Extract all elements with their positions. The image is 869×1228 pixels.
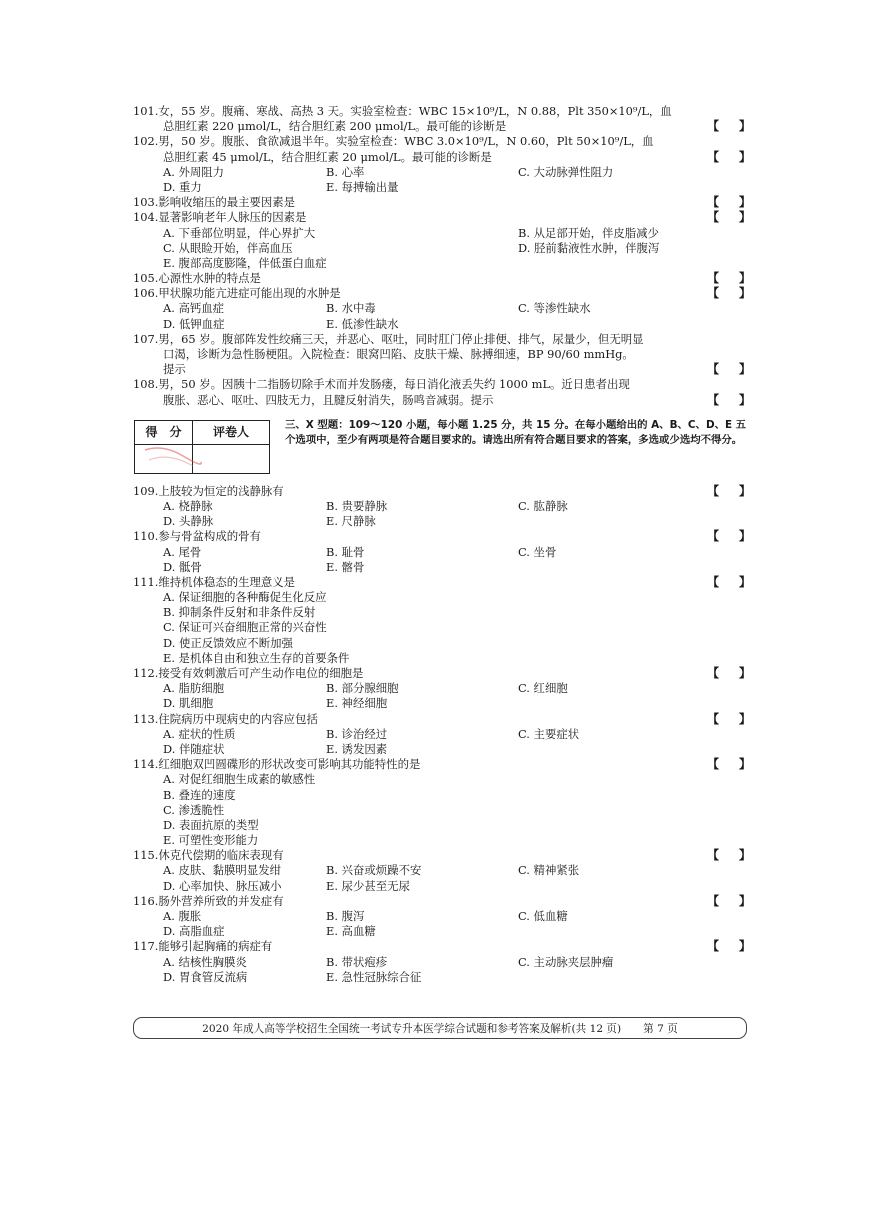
question-text: 112.接受有效刺激后可产生动作电位的细胞是 [133,666,364,680]
option: B. 叠连的速度 [163,787,236,802]
option: D. 胫前黏液性水肿，伴腹泻 [518,240,660,255]
option: A. 腹胀 [163,909,202,923]
option: E. 可塑性变形能力 [163,833,259,848]
questions-part-x [133,484,751,985]
option-row [133,514,751,529]
option: D. 使正反馈效应不断加强 [163,635,293,650]
option-row [133,909,751,924]
bracket-close: 】 [738,848,751,863]
option: E. 急性冠脉综合征 [326,969,422,984]
option: D. 重力 [163,179,202,194]
page-footer [133,1017,747,1039]
option: B. 耻骨 [326,544,365,559]
question-continuation: 腹胀、恶心、呕吐、四肢无力，且腱反射消失，肠鸣音减弱。提示 [163,392,494,407]
option: A. 脂肪细胞 [163,681,225,696]
option-row [133,636,751,651]
question-text: 103.影响收缩压的最主要因素是 [133,195,296,210]
option-row [133,651,751,666]
score-label: 得 分 [135,421,193,445]
option: C. 主要症状 [518,726,580,741]
option: A. 症状的性质 [163,726,236,741]
question-text: 117.能够引起胸痛的病症有 [133,939,273,954]
option-row [133,180,751,195]
option: E. 是机体自由和独立生存的首要条件 [163,650,350,665]
answer-bracket [707,150,751,165]
question-line [133,939,751,954]
option-row [133,772,751,787]
question-line [133,271,751,286]
question-item [133,757,751,848]
option: C. 低血糖 [518,909,568,923]
question-line [133,104,751,119]
answer-bracket [707,712,751,727]
bracket-close: 】 [738,271,751,286]
option: A. 高钙血症 [163,301,225,316]
option: C. 红细胞 [518,681,568,696]
bracket-close: 】 [738,149,751,164]
option: B. 心率 [326,164,365,179]
question-continuation: 提示 [163,362,186,377]
question-item [133,286,751,332]
option-row [133,833,751,848]
bracket-close: 】 [738,483,751,498]
question-text: 107.男，65 岁。腹部阵发性绞痛三天，并恶心、呕吐，同时肛门停止排便、排气，尿量少，但无明显 [133,331,644,346]
option-row [133,545,751,560]
option: B. 贵要静脉 [326,498,388,513]
option-row [133,863,751,878]
bracket-open: 【 [707,666,720,680]
bracket-open: 【 [707,939,720,954]
bracket-close: 】 [738,574,751,589]
bracket-close: 】 [738,939,751,954]
option-row [133,620,751,635]
option-row [133,818,751,833]
option-row [133,590,751,605]
option-row [133,788,751,803]
option: A. 对促红细胞生成素的敏感性 [163,772,316,787]
question-item [133,939,751,985]
section-x-instructions: 三、X 型题：109～120 小题，每小题 1.25 分，共 15 分。在每小题给出的 A、B、C、D、E 五个选项中，至少有两项是符合题目要求的。请选出所有符合题目要求的答案，多选或少选均不得分。 [285,418,747,447]
question-text: 106.甲状腺功能亢进症可能出现的水肿是 [133,286,341,301]
question-item [133,104,751,134]
question-line [133,894,751,909]
answer-bracket [707,393,751,408]
question-line [133,286,751,301]
option-row [133,696,751,711]
question-item [133,575,751,666]
option-row [133,727,751,742]
question-item [133,271,751,286]
bracket-close: 】 [738,210,751,225]
bracket-close: 】 [738,119,751,134]
option: D. 高脂血症 [163,924,225,939]
question-item [133,529,751,575]
bracket-open: 【 [707,848,720,863]
question-item [133,712,751,758]
grader-cell [193,445,269,473]
question-text: 101.女，55 岁。腹痛、寒战、高热 3 天。实验室检查：WBC 15×10⁹/L，N 0.88，Plt 350×10⁹/L，血 [133,104,672,118]
option-row [133,879,751,894]
option: D. 肌细胞 [163,696,214,711]
question-text: 115.休克代偿期的临床表现有 [133,848,284,863]
question-text: 114.红细胞双凹圆碟形的形状改变可影响其功能特性的是 [133,757,421,772]
question-item [133,848,751,894]
bracket-open: 【 [707,574,720,589]
option: E. 每搏输出量 [326,179,399,194]
question-item [133,484,751,530]
option-row [133,499,751,514]
answer-bracket [707,484,751,499]
red-stamp-mark [143,442,203,470]
questions-part-a [133,104,751,408]
question-line [133,757,751,772]
answer-bracket [707,210,751,225]
bracket-open: 【 [707,757,720,772]
question-continuation: 总胆红素 45 μmol/L，结合胆红素 20 μmol/L。最可能的诊断是 [163,149,492,164]
question-line [133,347,751,362]
question-line [133,848,751,863]
option: B. 从足部开始，伴皮脂减少 [518,225,659,240]
option-row [133,955,751,970]
question-continuation: 总胆红素 220 μmol/L，结合胆红素 200 μmol/L。最可能的诊断是 [163,119,507,134]
question-text: 109.上肢较为恒定的浅静脉有 [133,483,284,498]
question-line [133,377,751,392]
bracket-open: 【 [707,392,720,407]
option-row [133,803,751,818]
question-line [133,529,751,544]
option: A. 皮肤、黏膜明显发绀 [163,863,281,878]
bracket-close: 】 [738,529,751,544]
bracket-open: 【 [707,362,720,377]
bracket-close: 】 [738,757,751,772]
question-text: 108.男，50 岁。因胰十二指肠切除手术而并发肠瘘，每日消化液丢失约 1000 mL。近日患者出现 [133,377,630,392]
question-line [133,119,751,134]
bracket-close: 】 [738,392,751,407]
question-item [133,195,751,210]
question-line [133,362,751,377]
option-row [133,924,751,939]
option: D. 表面抗原的类型 [163,817,259,832]
question-item [133,377,751,407]
bracket-close: 】 [738,362,751,377]
section-x-header [133,416,751,478]
bracket-open: 【 [707,529,720,544]
question-line [133,575,751,590]
bracket-open: 【 [707,893,720,908]
option: E. 尿少甚至无尿 [326,878,410,893]
bracket-close: 】 [738,893,751,908]
answer-bracket [707,119,751,134]
option: D. 骶骨 [163,559,202,574]
question-text: 113.住院病历中现病史的内容应包括 [133,711,318,726]
bracket-open: 【 [707,149,720,164]
answer-bracket [707,894,751,909]
option: B. 抑制条件反射和非条件反射 [163,605,316,620]
option: E. 低渗性缺水 [326,316,399,331]
option: A. 保证细胞的各种酶促生化反应 [163,590,327,605]
option: D. 低钾血症 [163,316,225,331]
bracket-close: 】 [738,195,751,210]
bracket-open: 【 [707,483,720,498]
option: B. 部分腺细胞 [326,681,399,696]
bracket-close: 】 [738,666,751,680]
option: D. 心率加快、脉压减小 [163,878,282,893]
bracket-open: 【 [707,210,720,225]
question-text: 102.男，50 岁。腹胀、食欲减退半年。实验室检查：WBC 3.0×10⁹/L，N 0.60，Plt 50×10⁹/L，血 [133,134,654,149]
option: D. 伴随症状 [163,741,225,756]
answer-bracket [707,195,751,210]
answer-bracket [707,271,751,286]
question-line [133,134,751,149]
option: A. 结核性胸膜炎 [163,954,247,969]
option: C. 大动脉弹性阻力 [518,164,614,179]
option-row [133,317,751,332]
question-text: 105.心源性水肿的特点是 [133,271,261,286]
option: A. 尾骨 [163,544,202,559]
question-item [133,134,751,195]
bracket-open: 【 [707,286,720,301]
question-text: 116.肠外营养所致的并发症有 [133,893,284,908]
answer-bracket [707,529,751,544]
option: E. 髂骨 [326,559,365,574]
bracket-open: 【 [707,195,720,210]
option: D. 头静脉 [163,514,214,529]
option: B. 带状疱疹 [326,954,388,969]
grader-label: 评卷人 [193,421,269,445]
option-row [133,301,751,316]
bracket-close: 】 [738,286,751,301]
exam-page [133,104,751,985]
question-text: 111.维持机体稳态的生理意义是 [133,574,296,589]
footer-title: 2020 年成人高等学校招生全国统一考试专升本医学综合试题和参考答案及解析(共 12 页) [202,1022,622,1035]
bracket-open: 【 [707,271,720,286]
option: B. 腹泻 [326,909,365,923]
question-item [133,666,751,712]
question-line [133,210,751,225]
option-row [133,681,751,696]
option: C. 坐骨 [518,544,557,559]
option-row [133,970,751,985]
bracket-close: 】 [738,711,751,726]
question-item [133,332,751,378]
bracket-open: 【 [707,119,720,134]
option: C. 等渗性缺水 [518,301,591,316]
option: C. 从眼睑开始，伴高血压 [163,240,293,255]
option: A. 外周阻力 [163,164,225,179]
option: B. 诊治经过 [326,726,388,741]
option-row [133,560,751,575]
answer-bracket [707,575,751,590]
option-row [133,605,751,620]
option: B. 水中毒 [326,301,376,316]
option: C. 精神紧张 [518,863,580,878]
question-item [133,210,751,271]
answer-bracket [707,848,751,863]
option: E. 腹部高度膨隆，伴低蛋白血症 [163,255,327,270]
question-line [133,666,751,681]
option: C. 保证可兴奋细胞正常的兴奋性 [163,620,327,635]
option: C. 肱静脉 [518,498,568,513]
answer-bracket [707,666,751,681]
answer-bracket [707,757,751,772]
answer-bracket [707,362,751,377]
bracket-open: 【 [707,711,720,726]
option: A. 下垂部位明显，伴心界扩大 [163,225,316,240]
question-line [133,484,751,499]
question-line [133,393,751,408]
option: E. 神经细胞 [326,696,388,711]
option: E. 高血糖 [326,924,376,939]
option-row [133,256,751,271]
option-row [133,742,751,757]
option: E. 尺静脉 [326,514,376,529]
question-item [133,894,751,940]
option-row [133,226,751,241]
answer-bracket [707,939,751,954]
option-row [133,165,751,180]
option: D. 胃食管反流病 [163,969,248,984]
option: A. 桡静脉 [163,498,213,513]
option-row [133,241,751,256]
question-line [133,332,751,347]
question-line [133,195,751,210]
footer-page-number: 第 7 页 [643,1022,678,1035]
question-text: 104.显著影响老年人脉压的因素是 [133,210,307,225]
option: E. 诱发因素 [326,741,388,756]
option: C. 主动脉夹层肿瘤 [518,954,614,969]
question-line [133,712,751,727]
question-text: 110.参与骨盆构成的骨有 [133,529,261,544]
answer-bracket [707,286,751,301]
question-continuation: 口渴，诊断为急性肠梗阻。入院检查：眼窝凹陷、皮肤干燥、脉搏细速，BP 90/60 mmHg。 [163,347,634,361]
option: C. 渗透脆性 [163,802,225,817]
question-line [133,150,751,165]
option: B. 兴奋或烦躁不安 [326,863,422,878]
